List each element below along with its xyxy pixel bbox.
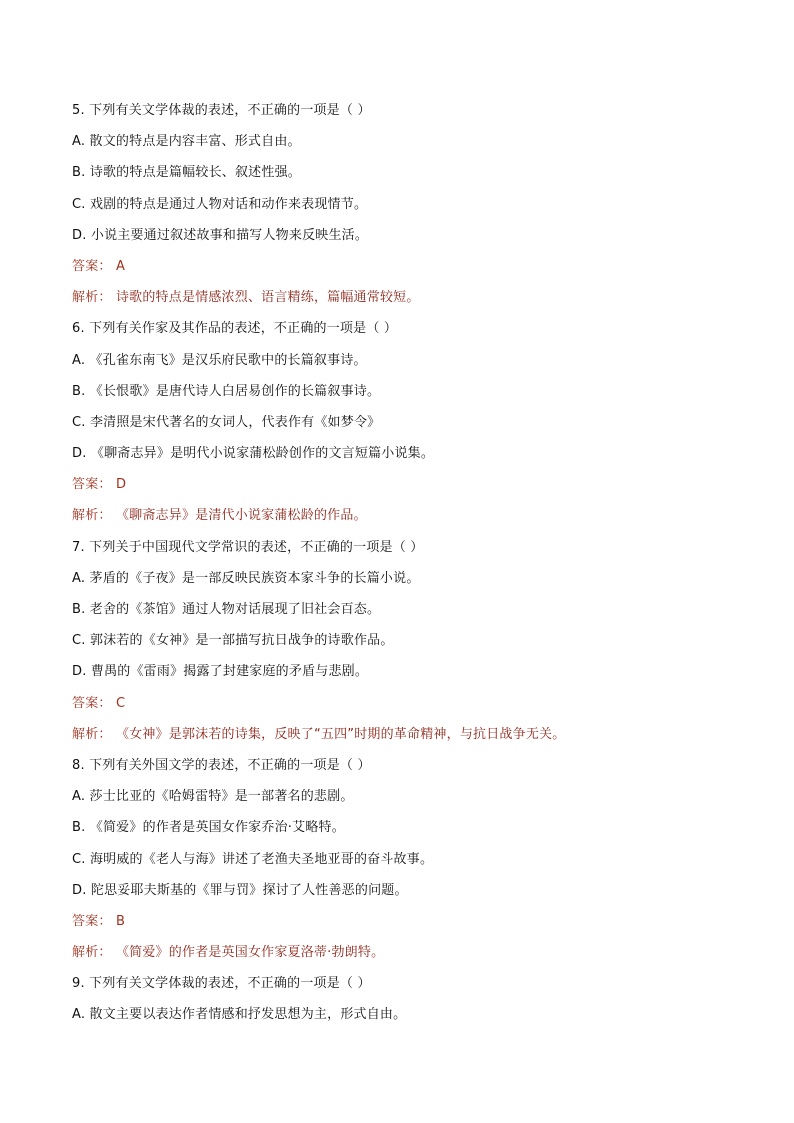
question-9 [72,968,752,1030]
question-6 [72,313,752,531]
explanation-line [72,719,752,750]
question-stem: 7. 下列关于中国现代文学常识的表述，不正确的一项是（ ） [72,539,424,555]
answer-line [72,469,752,500]
answer-line [72,251,752,282]
option-d: D. 曹禺的《雷雨》揭露了封建家庭的矛盾与悲剧。 [72,664,369,680]
explain-text: 诗歌的特点是情感浓烈、语言精练，篇幅通常较短。 [115,290,420,306]
question-7 [72,532,752,750]
option-d: D. 小说主要通过叙述故事和描写人物来反映生活。 [72,227,369,243]
explain-label: 解析： [72,290,112,306]
answer-line [72,906,752,937]
option-c: C. 戏剧的特点是通过人物对话和动作来表现情节。 [72,196,368,212]
answer-value: B [115,913,126,929]
question-stem: 6. 下列有关作家及其作品的表述，不正确的一项是（ ） [72,321,398,337]
explanation-line [72,282,752,313]
explain-label: 解析： [72,508,112,524]
option-a: A. 莎士比亚的《哈姆雷特》是一部著名的悲剧。 [72,789,354,805]
answer-value: D [115,477,127,493]
answer-label: 答案： [72,913,112,929]
option-c: C. 海明威的《老人与海》讲述了老渔夫圣地亚哥的奋斗故事。 [72,851,434,867]
question-5 [72,95,752,313]
explain-text: 《简爱》的作者是英国女作家夏洛蒂·勃朗特。 [115,945,385,961]
option-a: A. 《孔雀东南飞》是汉乐府民歌中的长篇叙事诗。 [72,352,367,368]
option-d: D. 《聊斋志异》是明代小说家蒲松龄创作的文言短篇小说集。 [72,446,435,462]
explanation-line [72,500,752,531]
question-8 [72,750,752,968]
answer-value: A [115,258,126,274]
option-a: A. 茅盾的《子夜》是一部反映民族资本家斗争的长篇小说。 [72,570,420,586]
explain-text: 《聊斋志异》是清代小说家蒲松龄的作品。 [115,508,367,524]
answer-label: 答案： [72,258,112,274]
option-b: B. 老舍的《茶馆》通过人物对话展现了旧社会百态。 [72,602,381,617]
explain-label: 解析： [72,726,112,742]
answer-value: C [115,695,126,711]
answer-label: 答案： [72,477,112,493]
option-b: B. 《简爱》的作者是英国女作家乔治·艾略特。 [72,820,345,836]
document-page [72,95,752,1031]
option-b: B. 诗歌的特点是篇幅较长、叙述性强。 [72,165,301,181]
explanation-line [72,937,752,968]
option-b: B. 《长恨歌》是唐代诗人白居易创作的长篇叙事诗。 [72,383,381,399]
question-stem: 9. 下列有关文学体裁的表述，不正确的一项是（ ） [72,976,371,992]
option-a: A. 散文的特点是内容丰富、形式自由。 [72,134,301,150]
question-stem: 8. 下列有关外国文学的表述，不正确的一项是（ ） [72,757,371,773]
explain-text: 《女神》是郭沫若的诗集，反映了“五四”时期的革命精神，与抗日战争无关。 [115,726,566,742]
option-a: A. 散文主要以表达作者情感和抒发思想为主，形式自由。 [72,1007,407,1023]
option-d: D. 陀思妥耶夫斯基的《罪与罚》探讨了人性善恶的问题。 [72,882,408,898]
option-c: C. 李清照是宋代著名的女词人，代表作有《如梦令》 [72,414,381,430]
answer-line [72,688,752,719]
option-c: C. 郭沫若的《女神》是一部描写抗日战争的诗歌作品。 [72,633,394,649]
question-stem: 5. 下列有关文学体裁的表述，不正确的一项是（ ） [72,103,371,118]
answer-label: 答案： [72,695,112,711]
explain-label: 解析： [72,945,112,961]
